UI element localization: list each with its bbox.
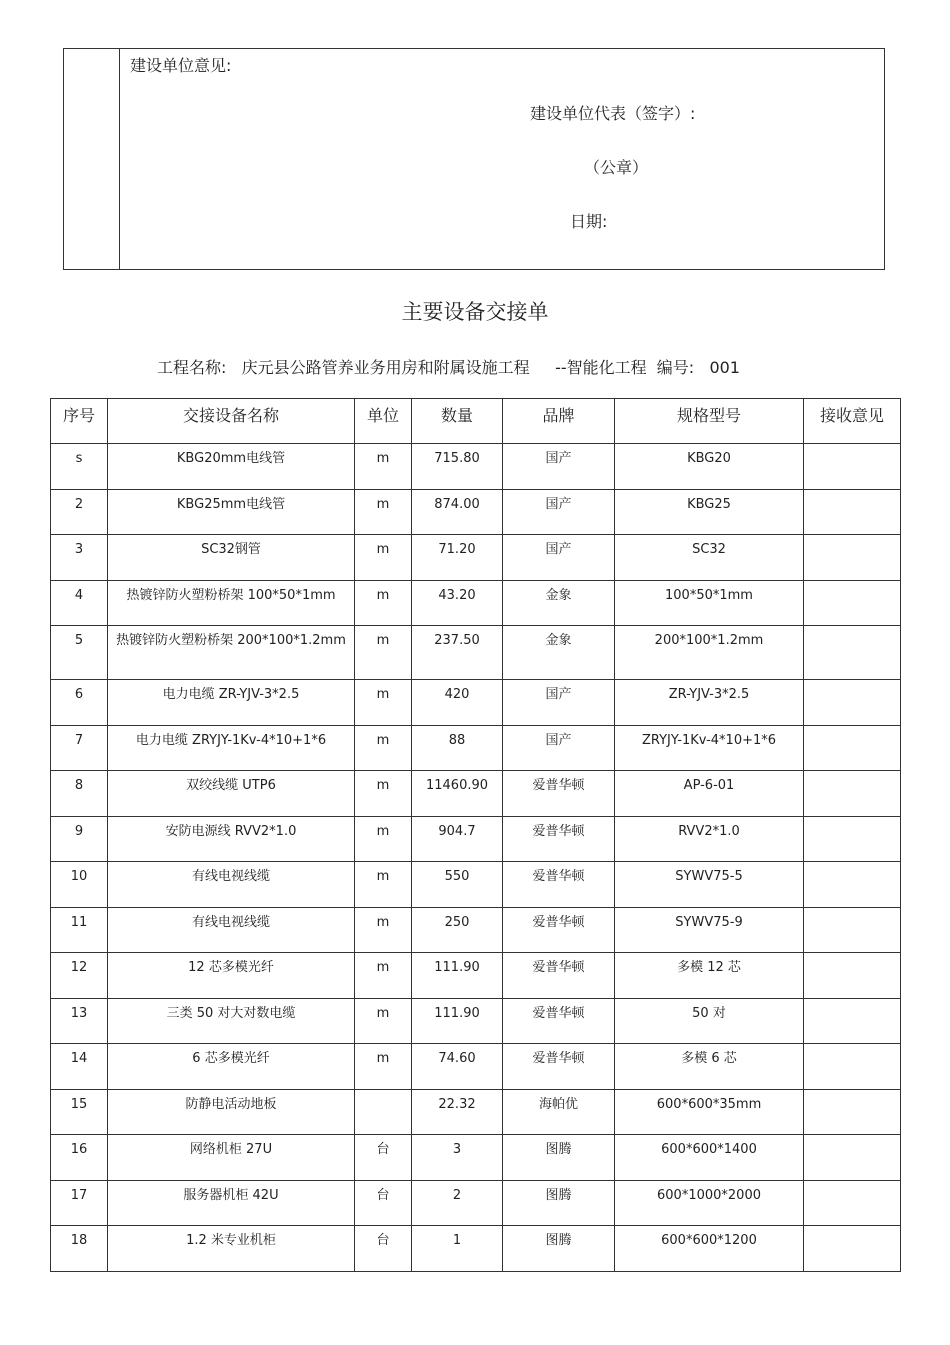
- cell-qty: 111.90: [412, 953, 503, 999]
- cell-unit: m: [355, 771, 412, 817]
- cell-spec: KBG25: [615, 489, 804, 535]
- cell-remark: [804, 535, 901, 581]
- cell-no: 17: [51, 1180, 108, 1226]
- cell-remark: [804, 1089, 901, 1135]
- cell-no: 4: [51, 580, 108, 626]
- cell-brand: 图腾: [503, 1135, 615, 1181]
- cell-spec: 600*600*35mm: [615, 1089, 804, 1135]
- opinion-left-cell: [64, 49, 120, 269]
- cell-name: 服务器机柜 42U: [108, 1180, 355, 1226]
- cell-no: 15: [51, 1089, 108, 1135]
- table-row: [51, 953, 901, 999]
- header-unit: 单位: [355, 399, 412, 444]
- cell-no: 11: [51, 907, 108, 953]
- cell-qty: 111.90: [412, 998, 503, 1044]
- cell-remark: [804, 1044, 901, 1090]
- cell-unit: m: [355, 816, 412, 862]
- cell-qty: 874.00: [412, 489, 503, 535]
- cell-spec: RVV2*1.0: [615, 816, 804, 862]
- cell-remark: [804, 1180, 901, 1226]
- cell-qty: 3: [412, 1135, 503, 1181]
- cell-spec: 50 对: [615, 998, 804, 1044]
- cell-qty: 1: [412, 1226, 503, 1272]
- table-row: [51, 489, 901, 535]
- cell-unit: m: [355, 907, 412, 953]
- cell-name: 安防电源线 RVV2*1.0: [108, 816, 355, 862]
- cell-no: 18: [51, 1226, 108, 1272]
- cell-spec: AP-6-01: [615, 771, 804, 817]
- table-row: [51, 1089, 901, 1135]
- cell-qty: 237.50: [412, 626, 503, 680]
- cell-brand: 金象: [503, 580, 615, 626]
- cell-spec: 600*1000*2000: [615, 1180, 804, 1226]
- cell-brand: 金象: [503, 626, 615, 680]
- table-row: [51, 998, 901, 1044]
- table-row: [51, 907, 901, 953]
- cell-no: 6: [51, 680, 108, 726]
- cell-unit: m: [355, 680, 412, 726]
- cell-brand: 图腾: [503, 1180, 615, 1226]
- table-row: [51, 725, 901, 771]
- project-info-line: 工程名称: 庆元县公路管养业务用房和附属设施工程 --智能化工程 编号: 001: [157, 358, 740, 377]
- cell-name: 电力电缆 ZR-YJV-3*2.5: [108, 680, 355, 726]
- cell-unit: m: [355, 535, 412, 581]
- cell-unit: m: [355, 489, 412, 535]
- cell-brand: 国产: [503, 680, 615, 726]
- cell-name: KBG25mm电线管: [108, 489, 355, 535]
- cell-spec: SC32: [615, 535, 804, 581]
- cell-unit: m: [355, 725, 412, 771]
- table-row: [51, 444, 901, 490]
- cell-qty: 11460.90: [412, 771, 503, 817]
- cell-qty: 2: [412, 1180, 503, 1226]
- equipment-handover-table: [50, 398, 901, 1272]
- cell-brand: 爱普华顿: [503, 862, 615, 908]
- owner-opinion-box: [63, 48, 885, 270]
- cell-remark: [804, 1135, 901, 1181]
- table-row: [51, 1135, 901, 1181]
- cell-remark: [804, 862, 901, 908]
- cell-name: SC32钢管: [108, 535, 355, 581]
- cell-spec: 多模 6 芯: [615, 1044, 804, 1090]
- table-row: [51, 535, 901, 581]
- cell-spec: SYWV75-9: [615, 907, 804, 953]
- cell-no: 8: [51, 771, 108, 817]
- cell-unit: 台: [355, 1226, 412, 1272]
- cell-no: 14: [51, 1044, 108, 1090]
- cell-name: KBG20mm电线管: [108, 444, 355, 490]
- cell-remark: [804, 725, 901, 771]
- header-quantity: 数量: [412, 399, 503, 444]
- owner-opinion-heading: 建设单位意见:: [130, 56, 232, 75]
- cell-brand: 爱普华顿: [503, 907, 615, 953]
- cell-qty: 88: [412, 725, 503, 771]
- cell-brand: 海帕优: [503, 1089, 615, 1135]
- cell-name: 三类 50 对大对数电缆: [108, 998, 355, 1044]
- table-row: [51, 1180, 901, 1226]
- table-row: [51, 1226, 901, 1272]
- cell-qty: 71.20: [412, 535, 503, 581]
- table-header-row: [51, 399, 901, 444]
- cell-spec: 200*100*1.2mm: [615, 626, 804, 680]
- header-no: 序号: [51, 399, 108, 444]
- cell-no: 7: [51, 725, 108, 771]
- cell-remark: [804, 680, 901, 726]
- cell-name: 6 芯多模光纤: [108, 1044, 355, 1090]
- cell-remark: [804, 953, 901, 999]
- owner-representative-signature-label: 建设单位代表（签字）:: [530, 104, 696, 123]
- cell-brand: 爱普华顿: [503, 1044, 615, 1090]
- cell-spec: ZR-YJV-3*2.5: [615, 680, 804, 726]
- header-remark: 接收意见: [804, 399, 901, 444]
- cell-remark: [804, 489, 901, 535]
- table-row: [51, 580, 901, 626]
- cell-no: 2: [51, 489, 108, 535]
- document-title: 主要设备交接单: [401, 300, 549, 324]
- cell-no: 13: [51, 998, 108, 1044]
- cell-no: 10: [51, 862, 108, 908]
- cell-no: 5: [51, 626, 108, 680]
- cell-qty: 74.60: [412, 1044, 503, 1090]
- header-equipment-name: 交接设备名称: [108, 399, 355, 444]
- cell-remark: [804, 907, 901, 953]
- cell-brand: 国产: [503, 444, 615, 490]
- table-row: [51, 771, 901, 817]
- cell-qty: 22.32: [412, 1089, 503, 1135]
- cell-name: 网络机柜 27U: [108, 1135, 355, 1181]
- cell-spec: 600*600*1200: [615, 1226, 804, 1272]
- table-row: [51, 1044, 901, 1090]
- cell-qty: 43.20: [412, 580, 503, 626]
- table-row: [51, 626, 901, 680]
- cell-brand: 爱普华顿: [503, 953, 615, 999]
- cell-qty: 250: [412, 907, 503, 953]
- cell-remark: [804, 771, 901, 817]
- cell-name: 12 芯多模光纤: [108, 953, 355, 999]
- date-label: 日期:: [570, 212, 608, 231]
- header-brand: 品牌: [503, 399, 615, 444]
- cell-spec: 600*600*1400: [615, 1135, 804, 1181]
- cell-unit: 台: [355, 1135, 412, 1181]
- cell-unit: m: [355, 444, 412, 490]
- cell-unit: m: [355, 580, 412, 626]
- cell-no: s: [51, 444, 108, 490]
- cell-no: 12: [51, 953, 108, 999]
- cell-remark: [804, 1226, 901, 1272]
- cell-spec: 多模 12 芯: [615, 953, 804, 999]
- table-row: [51, 816, 901, 862]
- cell-brand: 爱普华顿: [503, 771, 615, 817]
- cell-spec: 100*50*1mm: [615, 580, 804, 626]
- table-row: [51, 862, 901, 908]
- cell-spec: KBG20: [615, 444, 804, 490]
- cell-name: 防静电活动地板: [108, 1089, 355, 1135]
- cell-name: 1.2 米专业机柜: [108, 1226, 355, 1272]
- cell-remark: [804, 580, 901, 626]
- cell-name: 有线电视线缆: [108, 907, 355, 953]
- cell-unit: [355, 1089, 412, 1135]
- cell-name: 热镀锌防火塑粉桥架 100*50*1mm: [108, 580, 355, 626]
- cell-unit: 台: [355, 1180, 412, 1226]
- cell-brand: 爱普华顿: [503, 998, 615, 1044]
- cell-name: 双绞线缆 UTP6: [108, 771, 355, 817]
- cell-qty: 420: [412, 680, 503, 726]
- cell-unit: m: [355, 998, 412, 1044]
- cell-remark: [804, 444, 901, 490]
- cell-spec: SYWV75-5: [615, 862, 804, 908]
- cell-brand: 国产: [503, 725, 615, 771]
- cell-remark: [804, 816, 901, 862]
- cell-remark: [804, 998, 901, 1044]
- cell-unit: m: [355, 953, 412, 999]
- cell-qty: 715.80: [412, 444, 503, 490]
- cell-name: 电力电缆 ZRYJY-1Kv-4*10+1*6: [108, 725, 355, 771]
- cell-spec: ZRYJY-1Kv-4*10+1*6: [615, 725, 804, 771]
- cell-brand: 国产: [503, 535, 615, 581]
- table-row: [51, 680, 901, 726]
- cell-unit: m: [355, 626, 412, 680]
- cell-no: 9: [51, 816, 108, 862]
- cell-name: 有线电视线缆: [108, 862, 355, 908]
- cell-qty: 550: [412, 862, 503, 908]
- official-seal-label: （公章）: [584, 158, 649, 177]
- cell-brand: 爱普华顿: [503, 816, 615, 862]
- cell-unit: m: [355, 1044, 412, 1090]
- cell-remark: [804, 626, 901, 680]
- cell-unit: m: [355, 862, 412, 908]
- cell-qty: 904.7: [412, 816, 503, 862]
- cell-no: 3: [51, 535, 108, 581]
- cell-name: 热镀锌防火塑粉桥架 200*100*1.2mm: [108, 626, 355, 680]
- cell-brand: 国产: [503, 489, 615, 535]
- cell-brand: 图腾: [503, 1226, 615, 1272]
- header-spec: 规格型号: [615, 399, 804, 444]
- cell-no: 16: [51, 1135, 108, 1181]
